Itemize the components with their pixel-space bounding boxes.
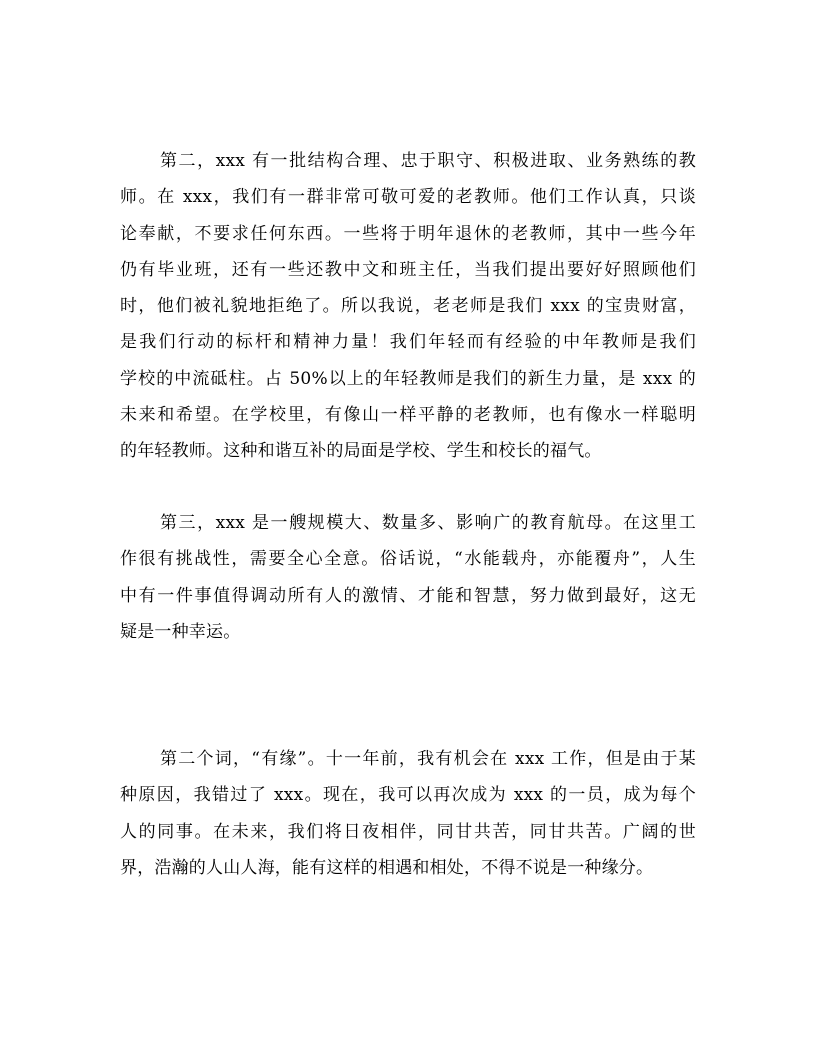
text-line: 时，他们被礼貌地拒绝了。所以我说，老老师是我们 xxx 的宝贵财富，: [120, 296, 696, 317]
text-line: 师。在 xxx，我们有一群非常可敬可爱的老教师。他们工作认真，只谈: [120, 187, 696, 208]
text-line: 作很有挑战性，需要全心全意。俗话说，“水能载舟，亦能覆舟”，人生: [120, 549, 696, 570]
text-line: 中有一件事值得调动所有人的激情、才能和智慧，努力做到最好，这无: [120, 585, 696, 606]
text-line: 第二个词，“有缘”。十一年前，我有机会在 xxx 工作，但是由于某: [160, 749, 696, 769]
text-line: 是我们行动的标杆和精神力量！我们年轻而有经验的中年教师是我们: [120, 332, 696, 353]
paragraph-aircraft-carrier: [120, 505, 696, 650]
text-line: 未来和希望。在学校里，有像山一样平静的老教师，也有像水一样聪明: [120, 405, 696, 426]
text-line: 种原因，我错过了 xxx。现在，我可以再次成为 xxx 的一员，成为每个: [120, 785, 696, 806]
text-line: 第三，xxx 是一艘规模大、数量多、影响广的教育航母。在这里工: [160, 513, 696, 533]
text-line: 学校的中流砥柱。占 50%以上的年轻教师是我们的新生力量，是 xxx 的: [120, 368, 696, 389]
text-line: 的年轻教师。这种和谐互补的局面是学校、学生和校长的福气。: [120, 441, 602, 462]
text-line: 人的同事。在未来，我们将日夜相伴，同甘共苦，同甘共苦。广阔的世: [120, 821, 696, 842]
text-line: 仍有毕业班，还有一些还教中文和班主任，当我们提出要好好照顾他们: [120, 259, 696, 280]
text-line: 第二，xxx 有一批结构合理、忠于职守、积极进取、业务熟练的教: [160, 151, 696, 171]
paragraph-teachers: [120, 143, 696, 470]
paragraph-fate: [120, 741, 696, 886]
text-line: 论奉献，不要求任何东西。一些将于明年退休的老教师，其中一些今年: [120, 223, 696, 244]
text-line: 疑是一种幸运。: [120, 621, 241, 642]
text-line: 界，浩瀚的人山人海，能有这样的相遇和相处，不得不说是一种缘分。: [120, 857, 654, 878]
